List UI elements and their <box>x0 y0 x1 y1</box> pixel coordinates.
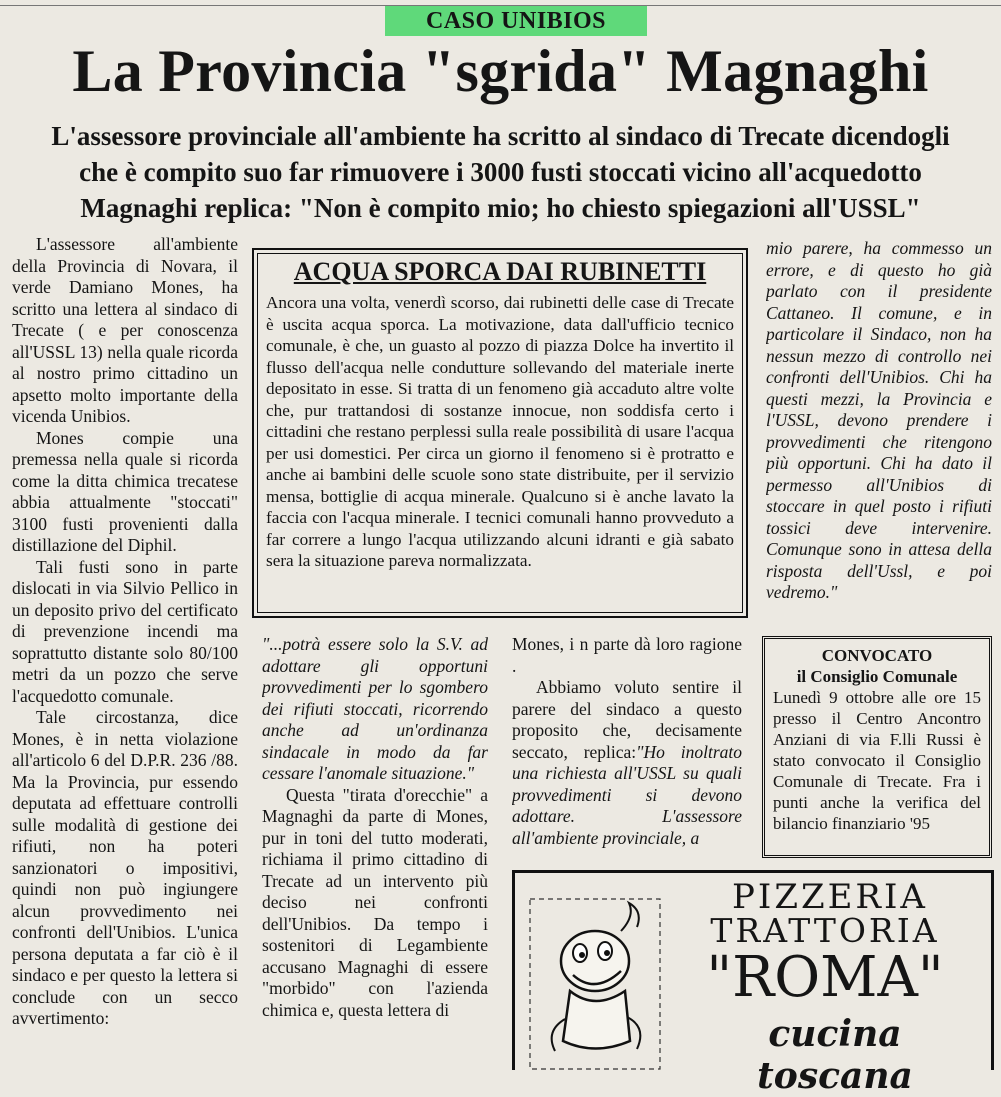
advertisement <box>512 870 994 1097</box>
article-paragraph: Mones compie una premessa nella quale si ricorda come la ditta chimica trecatese abbia attualmente "stoccati" 3100 fusti provenienti dalla distillazione del Diphil. <box>12 427 238 555</box>
subheadline-line: che è compito suo far rimuovere i 3000 fusti stoccati vicino all'acquedotto <box>79 157 922 187</box>
article-paragraph <box>512 677 742 849</box>
sidebar-box-title: ACQUA SPORCA DAI RUBINETTI <box>293 257 707 286</box>
cartoon-chef-icon <box>525 891 665 1071</box>
notice-title: CONVOCATO <box>821 646 933 665</box>
ad-line-trattoria: TRATTORIA <box>710 911 940 950</box>
article-column-4-top <box>766 238 992 618</box>
sidebar-box <box>257 253 743 613</box>
article-paragraph: Mones, i n parte dà loro ragione . <box>512 634 742 676</box>
article-column-1 <box>12 234 238 1064</box>
ad-line-cucina: cucina toscana <box>757 1013 913 1097</box>
article-text: Abbiamo voluto sentire il parere del sindaco a questo proposito che, decisamente seccato, replica: <box>512 677 742 762</box>
article-paragraph: Questa "tirata d'orecchie" a Magnaghi da parte di Mones, pur in toni del tutto moderati, richiama il primo cittadino di Trecate ad un intervento più deciso nei confronti dell'Unibios. Da tempo i sostenitori di Legambiente accusano Magnaghi di essere "morbido" con l'azienda chimica e, questa lettera di <box>262 784 488 1020</box>
subheadline <box>10 118 991 226</box>
letter-quote: "...potrà essere solo la S.V. ad adottare gli opportuni provvedimenti per lo sgombero dei rifiuti stoccati, ricorrendo anche ad un'ordinanza sindacale in modo da far cessare l'anomale situazione." <box>262 634 488 783</box>
article-paragraph: Tali fusti sono in parte dislocati in via Silvio Pellico in un deposito privo del certificato di prevenzione incendi ma soprattutto distante solo 80/100 metri da un pozzo che serve l'acquedotto comunale. <box>12 556 238 706</box>
notice-text: Lunedì 9 ottobre alle ore 15 presso il Centro Ancontro Anziani di via F.lli Russi è stato convocato il Consiglio Comunale di Trecate. Fra i punti anche la verifica del bilancio finanziario '95 <box>773 688 981 833</box>
article-paragraph: Tale circostanza, dice Mones, è in netta violazione all'articolo 6 del D.P.R. 236 /88. Ma la Provincia, pur essendo deputata ad effettuare controlli sulle modalità di gestione dei rifiuti, non ha poteri sanzionatori o impositivi, quindi non può ingiungere alcun provvedimento nei confronti dell'Unibios. L'unica persona deputata a far ciò è il sindaco e per questo la lettera si conclude con un secco avvertimento: <box>12 707 238 1028</box>
ad-line-roma: "ROMA" <box>706 945 944 1010</box>
notice-box <box>762 636 992 858</box>
quote-continuation: mio parere, ha commesso un errore, e di questo ho già parlato con il presidente Cattaneo. Il comune, e in particolare il Sindaco, non ha nessun mezzo di controllo nei confronti dell'Unibios. Chi ha questi mezzi, la Provincia e l'USSL, devono prendere i provvedimenti che ritengono più opportuni. Chi ha dato il permesso all'Unibios di stoccare in quel posto i rifiuti tossici deve intervenire. Comunque sono in attesa della risposta dell'Ussl, e poi vedremo." <box>766 238 992 602</box>
headline: La Provincia "sgrida" Magnaghi <box>72 38 929 104</box>
subheadline-line: Magnaghi replica: "Non è compito mio; ho chiesto spiegazioni all'USSL" <box>80 193 921 223</box>
section-kicker: CASO UNIBIOS <box>385 6 647 36</box>
sidebar-box-text: Ancora una volta, venerdì scorso, dai rubinetti delle case di Trecate è uscita acqua sporca. La motivazione, data dall'ufficio tecnico comunale, è che, un guasto al pozzo di piazza Dolce ha invertito il flusso dell'acqua nelle condutture sollevando del materiale inerte depositato in esse. Si tratta di un fenomeno già accaduto altre volte che, pur trattandosi di sostanze innocue, non soddisfa certo i cittadini che restano perplessi sulla reale possibilità di usare l'acqua per usi domestici. Per circa un giorno il fenomeno si è protratto e anche ai bambini delle scuole sono state distribuite, per il servizio mensa, bottiglie di acqua minerale. Qualcuno si è anche lavato la faccia con l'acqua minerale. I tecnici comunali hanno provveduto a far correre a lungo l'acqua utilizzando alcuni idranti e già sabato sera la situazione pareva normalizzata. <box>266 293 734 570</box>
mayor-quote: "Ho inoltrato una richiesta all'USSL su quali provvedimenti si devono adottare. L'assessore all'ambiente provinciale, a <box>512 741 742 848</box>
article-column-2 <box>262 634 488 1064</box>
article-paragraph: L'assessore all'ambiente della Provincia di Novara, il verde Damiano Mones, ha scritto una lettera al sindaco di Trecate ( e per conoscenza all'USSL 13) nella quale ricorda al nostro primo cittadino un apsetto molto importante della vicenda Unibios. <box>12 234 238 426</box>
subheadline-line: L'assessore provinciale all'ambiente ha scritto al sindaco di Trecate dicendogli <box>51 121 950 151</box>
article-column-3 <box>512 634 742 864</box>
ad-line-pizzeria: PIZZERIA <box>732 877 928 917</box>
notice-subtitle: il Consiglio Comunale <box>796 667 958 686</box>
